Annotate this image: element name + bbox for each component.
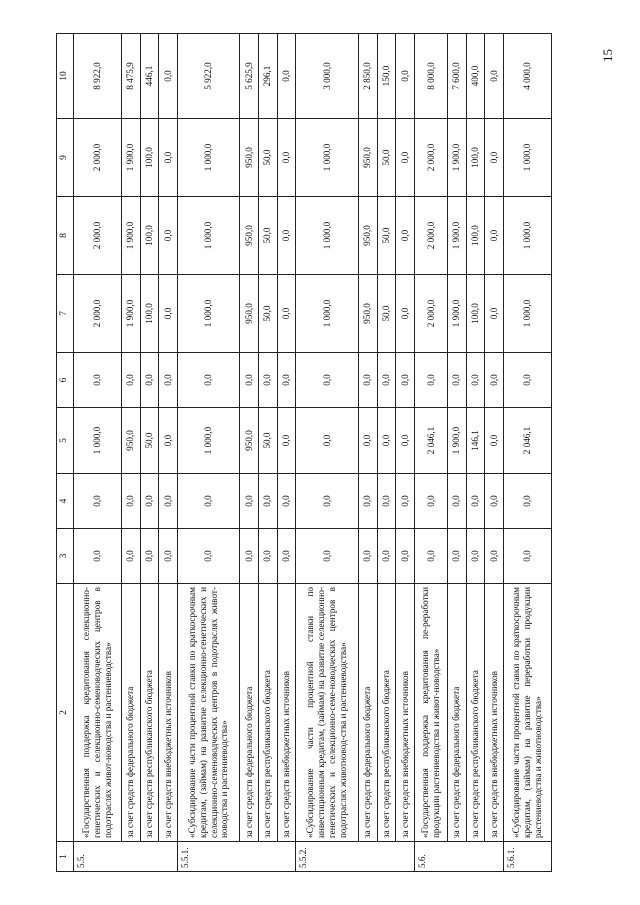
value-cell-col-5: 1 000,0 <box>177 408 240 474</box>
value-cell-col-9: 1 900,0 <box>121 119 140 197</box>
value-cell-col-4: 0,0 <box>396 474 415 529</box>
value-cell-col-7: 950,0 <box>240 275 259 353</box>
value-cell-col-6: 0,0 <box>414 353 447 408</box>
value-cell-col-10: 296,1 <box>259 34 278 119</box>
value-cell-col-5: 2 046,1 <box>504 408 552 474</box>
row-funding-source: за счет средств федерального бюджета <box>240 584 259 842</box>
value-cell-col-5: 0,0 <box>377 408 396 474</box>
value-cell-col-9: 0,0 <box>277 119 296 197</box>
table-row <box>240 34 259 872</box>
table-body <box>74 34 552 872</box>
value-cell-col-4: 0,0 <box>277 474 296 529</box>
value-cell-col-7: 1 000,0 <box>504 275 552 353</box>
value-cell-col-4: 0,0 <box>159 474 178 529</box>
value-cell-col-10: 150,0 <box>377 34 396 119</box>
value-cell-col-8: 1 000,0 <box>177 197 240 275</box>
value-cell-col-4: 0,0 <box>121 474 140 529</box>
table-row <box>74 34 122 872</box>
table-row <box>159 34 178 872</box>
value-cell-col-5: 50,0 <box>259 408 278 474</box>
value-cell-col-3: 0,0 <box>358 529 377 584</box>
value-cell-col-6: 0,0 <box>277 353 296 408</box>
row-funding-source: за счет средств внебюджетных источников <box>396 584 415 842</box>
value-cell-col-5: 1 900,0 <box>448 408 467 474</box>
value-cell-col-5: 0,0 <box>485 408 504 474</box>
value-cell-col-8: 1 000,0 <box>296 197 359 275</box>
value-cell-col-8: 1 000,0 <box>504 197 552 275</box>
row-code: 5.5.1. <box>177 842 295 872</box>
row-title: «Государственная поддержка кредитования пе-реработки продукции растениеводства и живот-новодства» <box>414 584 447 842</box>
value-cell-col-10: 0,0 <box>396 34 415 119</box>
value-cell-col-3: 0,0 <box>466 529 485 584</box>
row-code: 5.6. <box>414 842 503 872</box>
row-funding-source: за счет средств республиканского бюджета <box>259 584 278 842</box>
value-cell-col-9: 0,0 <box>485 119 504 197</box>
value-cell-col-6: 0,0 <box>396 353 415 408</box>
value-cell-col-8: 1 900,0 <box>448 197 467 275</box>
value-cell-col-9: 100,0 <box>140 119 159 197</box>
column-header-10: 10 <box>57 34 74 119</box>
value-cell-col-9: 2 000,0 <box>414 119 447 197</box>
value-cell-col-6: 0,0 <box>358 353 377 408</box>
value-cell-col-7: 1 000,0 <box>296 275 359 353</box>
value-cell-col-3: 0,0 <box>377 529 396 584</box>
value-cell-col-4: 0,0 <box>504 474 552 529</box>
value-cell-col-10: 4 000,0 <box>504 34 552 119</box>
value-cell-col-3: 0,0 <box>177 529 240 584</box>
page-number: 15 <box>600 49 615 62</box>
row-code: 5.5. <box>74 842 178 872</box>
value-cell-col-7: 1 900,0 <box>121 275 140 353</box>
value-cell-col-10: 8 000,0 <box>414 34 447 119</box>
row-title: «Государственная поддержка кредитования селекционно-генетических и селекционно-семеноводческих центров в подотраслях живот-новодства и растениеводства» <box>74 584 122 842</box>
value-cell-col-5: 0,0 <box>396 408 415 474</box>
header-row <box>57 34 74 872</box>
value-cell-col-10: 446,1 <box>140 34 159 119</box>
value-cell-col-9: 2 000,0 <box>74 119 122 197</box>
value-cell-col-3: 0,0 <box>259 529 278 584</box>
value-cell-col-10: 5 922,0 <box>177 34 240 119</box>
value-cell-col-4: 0,0 <box>358 474 377 529</box>
value-cell-col-4: 0,0 <box>296 474 359 529</box>
value-cell-col-6: 0,0 <box>140 353 159 408</box>
value-cell-col-3: 0,0 <box>277 529 296 584</box>
value-cell-col-8: 1 900,0 <box>121 197 140 275</box>
table-row <box>358 34 377 872</box>
value-cell-col-5: 2 046,1 <box>414 408 447 474</box>
table-row <box>396 34 415 872</box>
value-cell-col-5: 0,0 <box>277 408 296 474</box>
value-cell-col-4: 0,0 <box>140 474 159 529</box>
table-row <box>504 34 552 872</box>
value-cell-col-5: 50,0 <box>140 408 159 474</box>
value-cell-col-7: 1 900,0 <box>448 275 467 353</box>
value-cell-col-8: 0,0 <box>159 197 178 275</box>
column-header-5: 5 <box>57 408 74 474</box>
row-code: 5.6.1. <box>504 842 552 872</box>
value-cell-col-7: 100,0 <box>140 275 159 353</box>
rotated-table-container <box>56 34 552 872</box>
value-cell-col-6: 0,0 <box>259 353 278 408</box>
value-cell-col-3: 0,0 <box>121 529 140 584</box>
value-cell-col-8: 50,0 <box>377 197 396 275</box>
row-funding-source: за счет средств федерального бюджета <box>121 584 140 842</box>
value-cell-col-6: 0,0 <box>485 353 504 408</box>
value-cell-col-6: 0,0 <box>74 353 122 408</box>
value-cell-col-6: 0,0 <box>121 353 140 408</box>
value-cell-col-5: 0,0 <box>159 408 178 474</box>
column-header-1: 1 <box>57 842 74 872</box>
value-cell-col-9: 950,0 <box>358 119 377 197</box>
value-cell-col-9: 1 900,0 <box>448 119 467 197</box>
row-funding-source: за счет средств республиканского бюджета <box>377 584 396 842</box>
column-header-9: 9 <box>57 119 74 197</box>
value-cell-col-3: 0,0 <box>296 529 359 584</box>
value-cell-col-10: 7 600,0 <box>448 34 467 119</box>
row-title: «Субсидирование части процентной ставки по краткосрочным кредитам, (займам) на развитие переработки продукции растениеводства и животноводства» <box>504 584 552 842</box>
value-cell-col-4: 0,0 <box>466 474 485 529</box>
value-cell-col-4: 0,0 <box>414 474 447 529</box>
table-row <box>485 34 504 872</box>
value-cell-col-4: 0,0 <box>259 474 278 529</box>
row-funding-source: за счет средств республиканского бюджета <box>140 584 159 842</box>
value-cell-col-5: 0,0 <box>296 408 359 474</box>
value-cell-col-5: 146,1 <box>466 408 485 474</box>
value-cell-col-10: 0,0 <box>159 34 178 119</box>
value-cell-col-8: 100,0 <box>140 197 159 275</box>
value-cell-col-5: 1 000,0 <box>74 408 122 474</box>
value-cell-col-4: 0,0 <box>448 474 467 529</box>
value-cell-col-7: 1 000,0 <box>177 275 240 353</box>
row-funding-source: за счет средств республиканского бюджета <box>466 584 485 842</box>
table-row <box>277 34 296 872</box>
value-cell-col-8: 100,0 <box>466 197 485 275</box>
value-cell-col-7: 950,0 <box>358 275 377 353</box>
value-cell-col-10: 400,0 <box>466 34 485 119</box>
row-code: 5.5.2. <box>296 842 414 872</box>
value-cell-col-6: 0,0 <box>240 353 259 408</box>
table-row <box>377 34 396 872</box>
table-row <box>414 34 447 872</box>
value-cell-col-3: 0,0 <box>396 529 415 584</box>
budget-table <box>56 33 552 872</box>
value-cell-col-3: 0,0 <box>504 529 552 584</box>
value-cell-col-6: 0,0 <box>466 353 485 408</box>
column-header-8: 8 <box>57 197 74 275</box>
row-funding-source: за счет средств федерального бюджета <box>358 584 377 842</box>
value-cell-col-5: 950,0 <box>121 408 140 474</box>
value-cell-col-7: 0,0 <box>485 275 504 353</box>
value-cell-col-4: 0,0 <box>74 474 122 529</box>
table-row <box>140 34 159 872</box>
value-cell-col-9: 50,0 <box>377 119 396 197</box>
value-cell-col-7: 2 000,0 <box>74 275 122 353</box>
value-cell-col-8: 2 000,0 <box>74 197 122 275</box>
table-row <box>177 34 240 872</box>
value-cell-col-9: 0,0 <box>159 119 178 197</box>
value-cell-col-7: 0,0 <box>396 275 415 353</box>
value-cell-col-10: 3 000,0 <box>296 34 359 119</box>
row-funding-source: за счет средств внебюджетных источников <box>159 584 178 842</box>
value-cell-col-3: 0,0 <box>140 529 159 584</box>
table-row <box>448 34 467 872</box>
value-cell-col-8: 0,0 <box>396 197 415 275</box>
value-cell-col-8: 950,0 <box>358 197 377 275</box>
value-cell-col-7: 100,0 <box>466 275 485 353</box>
value-cell-col-8: 0,0 <box>277 197 296 275</box>
value-cell-col-10: 5 625,9 <box>240 34 259 119</box>
row-funding-source: за счет средств внебюджетных источников <box>485 584 504 842</box>
value-cell-col-10: 8 475,9 <box>121 34 140 119</box>
value-cell-col-8: 50,0 <box>259 197 278 275</box>
value-cell-col-9: 1 000,0 <box>177 119 240 197</box>
value-cell-col-4: 0,0 <box>240 474 259 529</box>
value-cell-col-7: 50,0 <box>377 275 396 353</box>
value-cell-col-6: 0,0 <box>177 353 240 408</box>
value-cell-col-7: 50,0 <box>259 275 278 353</box>
table-row <box>259 34 278 872</box>
value-cell-col-8: 2 000,0 <box>414 197 447 275</box>
value-cell-col-3: 0,0 <box>448 529 467 584</box>
value-cell-col-9: 100,0 <box>466 119 485 197</box>
value-cell-col-10: 2 850,0 <box>358 34 377 119</box>
value-cell-col-6: 0,0 <box>296 353 359 408</box>
column-header-4: 4 <box>57 474 74 529</box>
value-cell-col-3: 0,0 <box>74 529 122 584</box>
value-cell-col-3: 0,0 <box>240 529 259 584</box>
value-cell-col-9: 0,0 <box>396 119 415 197</box>
column-header-7: 7 <box>57 275 74 353</box>
column-header-2: 2 <box>57 584 74 842</box>
value-cell-col-4: 0,0 <box>485 474 504 529</box>
value-cell-col-7: 0,0 <box>159 275 178 353</box>
row-title: «Субсидирование части процентной ставки по инвестиционным кредитам, (займам) на развитие селекционно-генетических и селекционно-семе-новодческих центров в подотраслях животновод-ства и растениеводства» <box>296 584 359 842</box>
value-cell-col-9: 50,0 <box>259 119 278 197</box>
column-header-3: 3 <box>57 529 74 584</box>
value-cell-col-6: 0,0 <box>448 353 467 408</box>
value-cell-col-5: 950,0 <box>240 408 259 474</box>
value-cell-col-8: 0,0 <box>485 197 504 275</box>
value-cell-col-10: 0,0 <box>485 34 504 119</box>
table-row <box>296 34 359 872</box>
row-funding-source: за счет средств внебюджетных источников <box>277 584 296 842</box>
value-cell-col-9: 1 000,0 <box>504 119 552 197</box>
value-cell-col-4: 0,0 <box>177 474 240 529</box>
value-cell-col-5: 0,0 <box>358 408 377 474</box>
row-funding-source: за счет средств федерального бюджета <box>448 584 467 842</box>
value-cell-col-8: 950,0 <box>240 197 259 275</box>
value-cell-col-3: 0,0 <box>159 529 178 584</box>
table-row <box>466 34 485 872</box>
value-cell-col-10: 8 922,0 <box>74 34 122 119</box>
value-cell-col-3: 0,0 <box>485 529 504 584</box>
value-cell-col-4: 0,0 <box>377 474 396 529</box>
value-cell-col-6: 0,0 <box>504 353 552 408</box>
value-cell-col-7: 2 000,0 <box>414 275 447 353</box>
row-title: «Субсидирование части процентной ставки по краткосрочным кредитам, (займам) на развитие селекционно-генетических и селекционно-семеноводческих центров в подотраслях живот-новодства и растениеводства» <box>177 584 240 842</box>
column-header-6: 6 <box>57 353 74 408</box>
value-cell-col-7: 0,0 <box>277 275 296 353</box>
value-cell-col-9: 1 000,0 <box>296 119 359 197</box>
table-row <box>121 34 140 872</box>
value-cell-col-9: 950,0 <box>240 119 259 197</box>
value-cell-col-3: 0,0 <box>414 529 447 584</box>
value-cell-col-6: 0,0 <box>159 353 178 408</box>
value-cell-col-6: 0,0 <box>377 353 396 408</box>
value-cell-col-10: 0,0 <box>277 34 296 119</box>
